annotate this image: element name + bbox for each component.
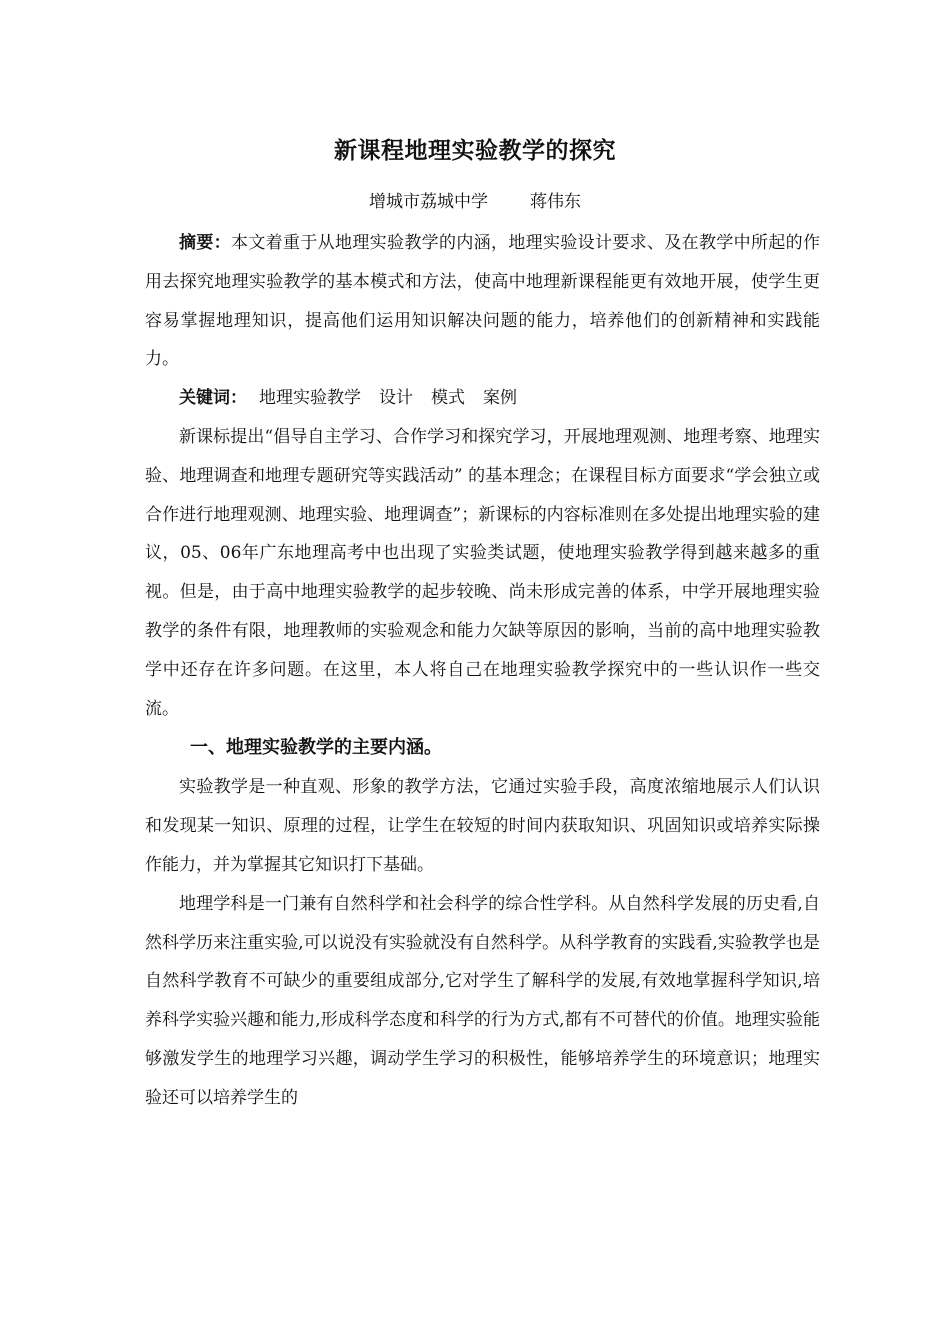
document-title: 新课程地理实验教学的探究 xyxy=(334,137,616,164)
keywords-paragraph xyxy=(145,379,820,418)
keyword: 设计 xyxy=(379,388,413,409)
body-paragraph: 地理学科是一门兼有自然科学和社会科学的综合性学科。从自然科学发展的历史看,自然科学历来注重实验,可以说没有实验就没有自然科学。从科学教育的实践看,实验教学也是自然科学教育不可缺少的重要组成部分,它对学生了解科学的发展,有效地掌握科学知识,培养科学实验兴趣和能力,形成科学态度和科学的行为方式,都有不可替代的价值。地理实验能够激发学生的地理学习兴趣，调动学生学习的积极性，能够培养学生的环境意识；地理实验还可以培养学生的 xyxy=(145,893,820,1108)
abstract-label: 摘要： xyxy=(179,233,231,253)
keywords-label: 关键词： xyxy=(179,388,247,409)
intro-paragraph: 新课标提出“倡导自主学习、合作学习和探究学习，开展地理观测、地理考察、地理实验、地理调查和地理专题研究等实践活动” 的基本理念；在课程目标方面要求“学会独立或合作进行地理观测、地理实验、地理调查”；新课标的内容标准则在多处提出地理实验的建议，05、06年广东地理高考中也出现了实验类试题，使地理实验教学得到越来越多的重视。但是，由于高中地理实验教学的起步较晚、尚未形成完善的体系，中学开展地理实验教学的条件有限，地理教师的实验观念和能力欠缺等原因的影响，当前的高中地理实验教学中还存在许多问题。在这里，本人将自己在地理实验教学探究中的一些认识作一些交流。 xyxy=(145,426,820,719)
author-school: 增城市荔城中学 xyxy=(369,192,488,212)
section-heading: 一、地理实验教学的主要内涵。 xyxy=(190,737,442,759)
body-paragraph: 实验教学是一种直观、形象的教学方法，它通过实验手段，高度浓缩地展示人们认识和发现某一知识、原理的过程，让学生在较短的时间内获取知识、巩固知识或培养实际操作能力，并为掌握其它知识打下基础。 xyxy=(145,777,820,875)
document-body xyxy=(145,224,820,1118)
keyword: 地理实验教学 xyxy=(259,388,361,409)
keyword: 案例 xyxy=(483,388,517,409)
abstract-text: 本文着重于从地理实验教学的内涵，地理实验设计要求、及在教学中所起的作用去探究地理实验教学的基本模式和方法，使高中地理新课程能更有效地开展，使学生更容易掌握地理知识，提高他们运用知识解决问题的能力，培养他们的创新精神和实践能力。 xyxy=(145,233,820,370)
author-name: 蒋伟东 xyxy=(530,192,581,212)
keyword: 模式 xyxy=(431,388,465,409)
abstract-paragraph xyxy=(145,224,820,379)
author-line xyxy=(0,187,950,217)
